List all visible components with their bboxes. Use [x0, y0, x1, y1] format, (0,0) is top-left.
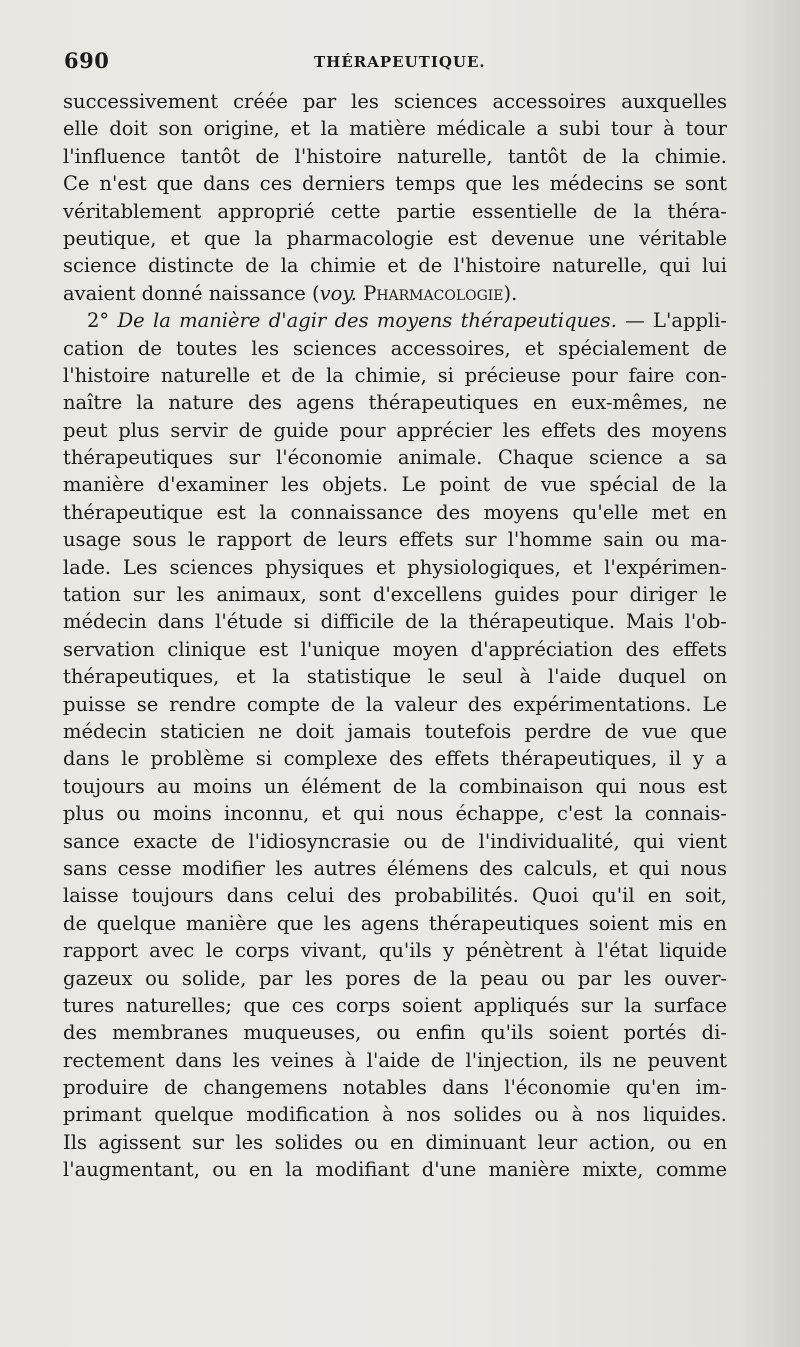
text-line: sans cesse modifier les autres élémens des calculs, et qui nous	[63, 856, 727, 880]
text-line: Ce n'est que dans ces derniers temps que les médecins se sont	[63, 172, 727, 196]
text-line: toujours au moins un élément de la combinaison qui nous est	[63, 774, 727, 798]
text-line: médecin staticien ne doit jamais toutefois perdre de vue que	[63, 719, 727, 743]
text-line: thérapeutiques sur l'économie animale. Chaque science a sa	[63, 446, 727, 470]
body-text	[63, 88, 727, 1184]
cross-reference: Pharmacologie	[363, 281, 504, 305]
text-line: plus ou moins inconnu, et qui nous échappe, c'est la connais-	[63, 802, 727, 826]
text-line: l'histoire naturelle et de la chimie, si précieuse pour faire con-	[63, 363, 727, 387]
running-title: THÉRAPEUTIQUE.	[314, 53, 486, 71]
text-line: avaient donné naissance (voy. Pharmacologie).	[63, 281, 518, 305]
section-title: De la manière d'agir des moyens thérapeutiques.	[117, 309, 617, 333]
text-line: rectement dans les veines à l'aide de l'injection, ils ne peuvent	[63, 1048, 727, 1072]
text-line: usage sous le rapport de leurs effets sur l'homme sain ou ma-	[63, 528, 727, 552]
text-line: thérapeutiques, et la statistique le seul à l'aide duquel on	[63, 665, 727, 689]
text-line: manière d'examiner les objets. Le point de vue spécial de la	[63, 473, 727, 497]
text-line: l'influence tantôt de l'histoire naturelle, tantôt de la chimie.	[63, 144, 727, 168]
section-heading-line: 2° De la manière d'agir des moyens thérapeutiques. — L'appli-	[87, 309, 727, 333]
text-line: naître la nature des agens thérapeutiques en eux-mêmes, ne	[63, 391, 727, 415]
text-line: de quelque manière que les agens thérapeutiques soient mis en	[63, 911, 727, 935]
text-line: dans le problème si complexe des effets thérapeutiques, il y a	[63, 747, 727, 771]
text-line: servation clinique est l'unique moyen d'appréciation des effets	[63, 637, 727, 661]
text-line: thérapeutique est la connaissance des moyens qu'elle met en	[63, 500, 727, 524]
text-line: elle doit son origine, et la matière médicale a subi tour à tour	[63, 117, 727, 141]
text-line: lade. Les sciences physiques et physiologiques, et l'expérimen-	[63, 555, 727, 579]
text-line: successivement créée par les sciences accessoires auxquelles	[63, 90, 727, 113]
text-line: tation sur les animaux, sont d'excellens guides pour diriger le	[63, 583, 727, 607]
text-line: puisse se rendre compte de la valeur des expérimentations. Le	[63, 692, 727, 716]
text-line: sance exacte de l'idiosyncrasie ou de l'individualité, qui vient	[63, 829, 727, 853]
text-line: l'augmentant, ou en la modifiant d'une manière mixte, comme	[63, 1158, 727, 1182]
text-line: des membranes muqueuses, ou enfin qu'ils soient portés di-	[63, 1021, 727, 1045]
voy-abbrev: voy.	[319, 281, 357, 305]
text-line: rapport avec le corps vivant, qu'ils y pénètrent à l'état liquide	[63, 939, 727, 963]
text-line: primant quelque modification à nos solides ou à nos liquides.	[63, 1103, 727, 1127]
text-line: tures naturelles; que ces corps soient appliqués sur la surface	[63, 993, 727, 1017]
text-line: peut plus servir de guide pour apprécier les effets des moyens	[63, 418, 727, 442]
text-line: cation de toutes les sciences accessoires, et spécialement de	[63, 336, 727, 360]
text-line: gazeux ou solide, par les pores de la peau ou par les ouver-	[63, 966, 727, 990]
text-line: médecin dans l'étude si difficile de la thérapeutique. Mais l'ob-	[63, 610, 727, 634]
text-line: science distincte de la chimie et de l'histoire naturelle, qui lui	[63, 254, 727, 278]
text-line: laisse toujours dans celui des probabilités. Quoi qu'il en soit,	[63, 884, 727, 908]
text-line: Ils agissent sur les solides ou en diminuant leur action, ou en	[63, 1130, 727, 1154]
page-number: 690	[64, 48, 110, 73]
text-line: peutique, et que la pharmacologie est devenue une véritable	[63, 226, 727, 250]
text-line: produire de changemens notables dans l'économie qu'en im-	[63, 1076, 727, 1100]
page-header	[64, 48, 728, 78]
text-line: véritablement approprié cette partie essentielle de la théra-	[63, 199, 727, 223]
